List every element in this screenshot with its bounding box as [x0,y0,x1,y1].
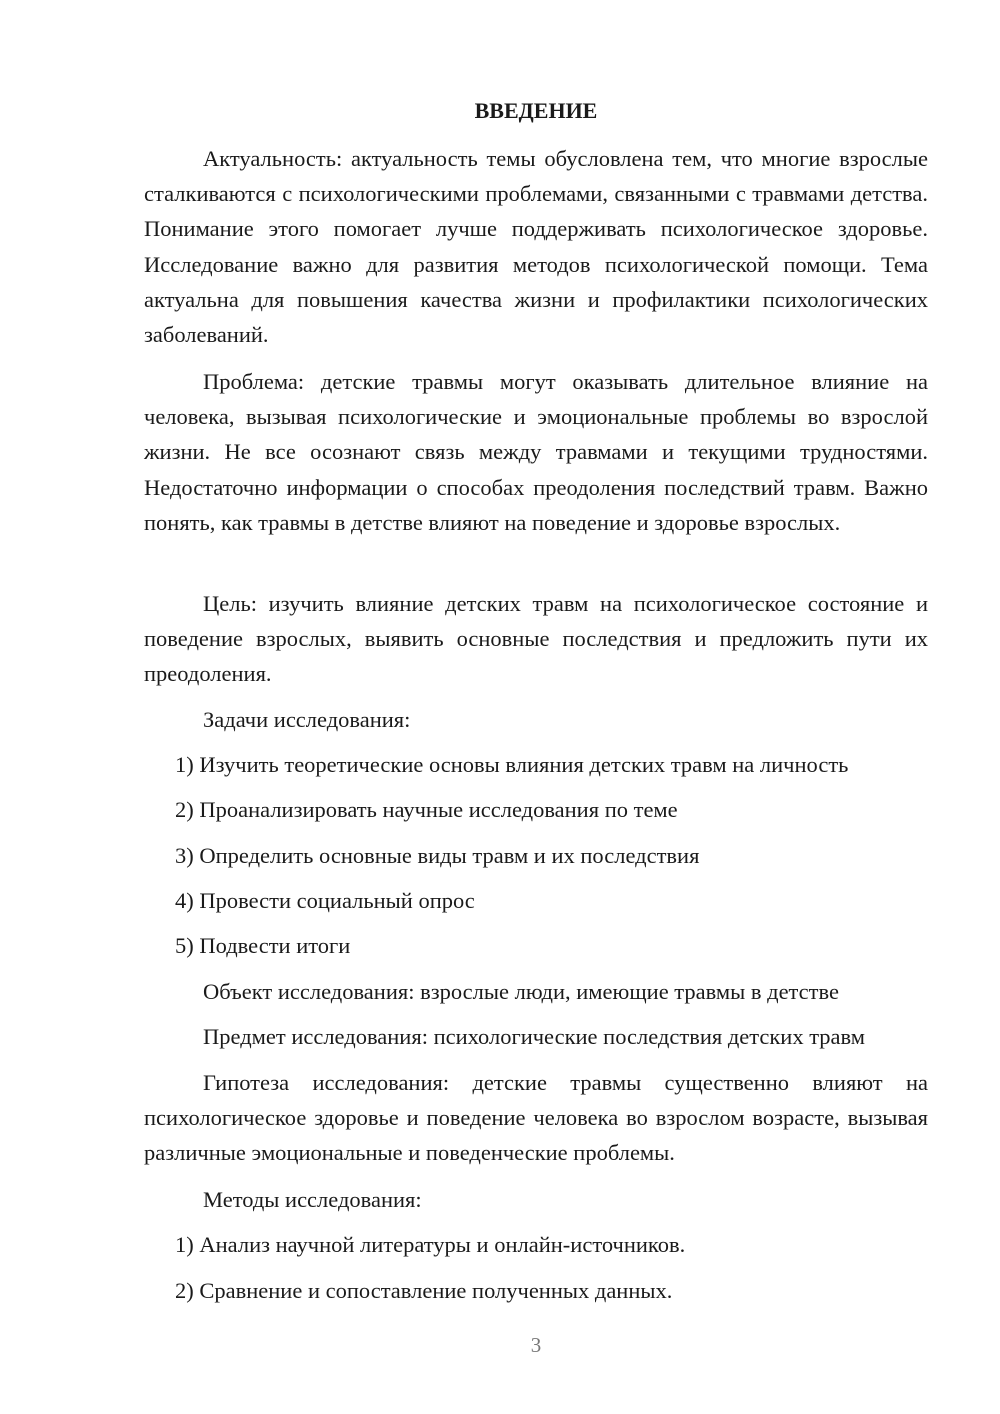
task-item: 2) Проанализировать научные исследования по теме [175,797,678,822]
goal-paragraph: Цель: изучить влияние детских травм на психологическое состояние и поведение взрослых, выявить основные последствия и предложить пути их преодоления. [144,591,928,687]
research-object: Объект исследования: взрослые люди, имеющие травмы в детстве [203,979,839,1004]
task-item: 5) Подвести итоги [175,933,351,958]
relevance-paragraph: Актуальность: актуальность темы обусловлена тем, что многие взрослые сталкиваются с психологическими проблемами, связанными с травмами детства. Понимание этого помогает лучше поддерживать психологическое здоровье. Исследование важно для развития методов психологической помощи. Тема актуальна для повышения качества жизни и профилактики психологических заболеваний. [144,146,928,348]
method-item: 1) Анализ научной литературы и онлайн-источников. [175,1232,686,1257]
hypothesis-paragraph: Гипотеза исследования: детские травмы существенно влияют на психологическое здоровье и поведение человека во взрослом возрасте, вызывая различные эмоциональные и поведенческие проблемы. [144,1070,928,1166]
task-item: 1) Изучить теоретические основы влияния детских травм на личность [175,752,849,777]
section-title: ВВЕДЕНИЕ [474,98,598,123]
methods-heading: Методы исследования: [203,1187,422,1212]
method-item: 2) Сравнение и сопоставление полученных данных. [175,1278,673,1303]
task-item: 4) Провести социальный опрос [175,888,475,913]
problem-paragraph: Проблема: детские травмы могут оказывать длительное влияние на человека, вызывая психологические и эмоциональные проблемы во взрослой жизни. Не все осознают связь между травмами и текущими трудностями. Недостаточно информации о способах преодоления последствий травм. Важно понять, как травмы в детстве влияют на поведение и здоровье взрослых. [144,369,928,535]
research-subject: Предмет исследования: психологические последствия детских травм [203,1024,866,1049]
page-number: 3 [530,1333,542,1357]
task-item: 3) Определить основные виды травм и их последствия [175,843,700,868]
tasks-heading: Задачи исследования: [203,707,411,732]
